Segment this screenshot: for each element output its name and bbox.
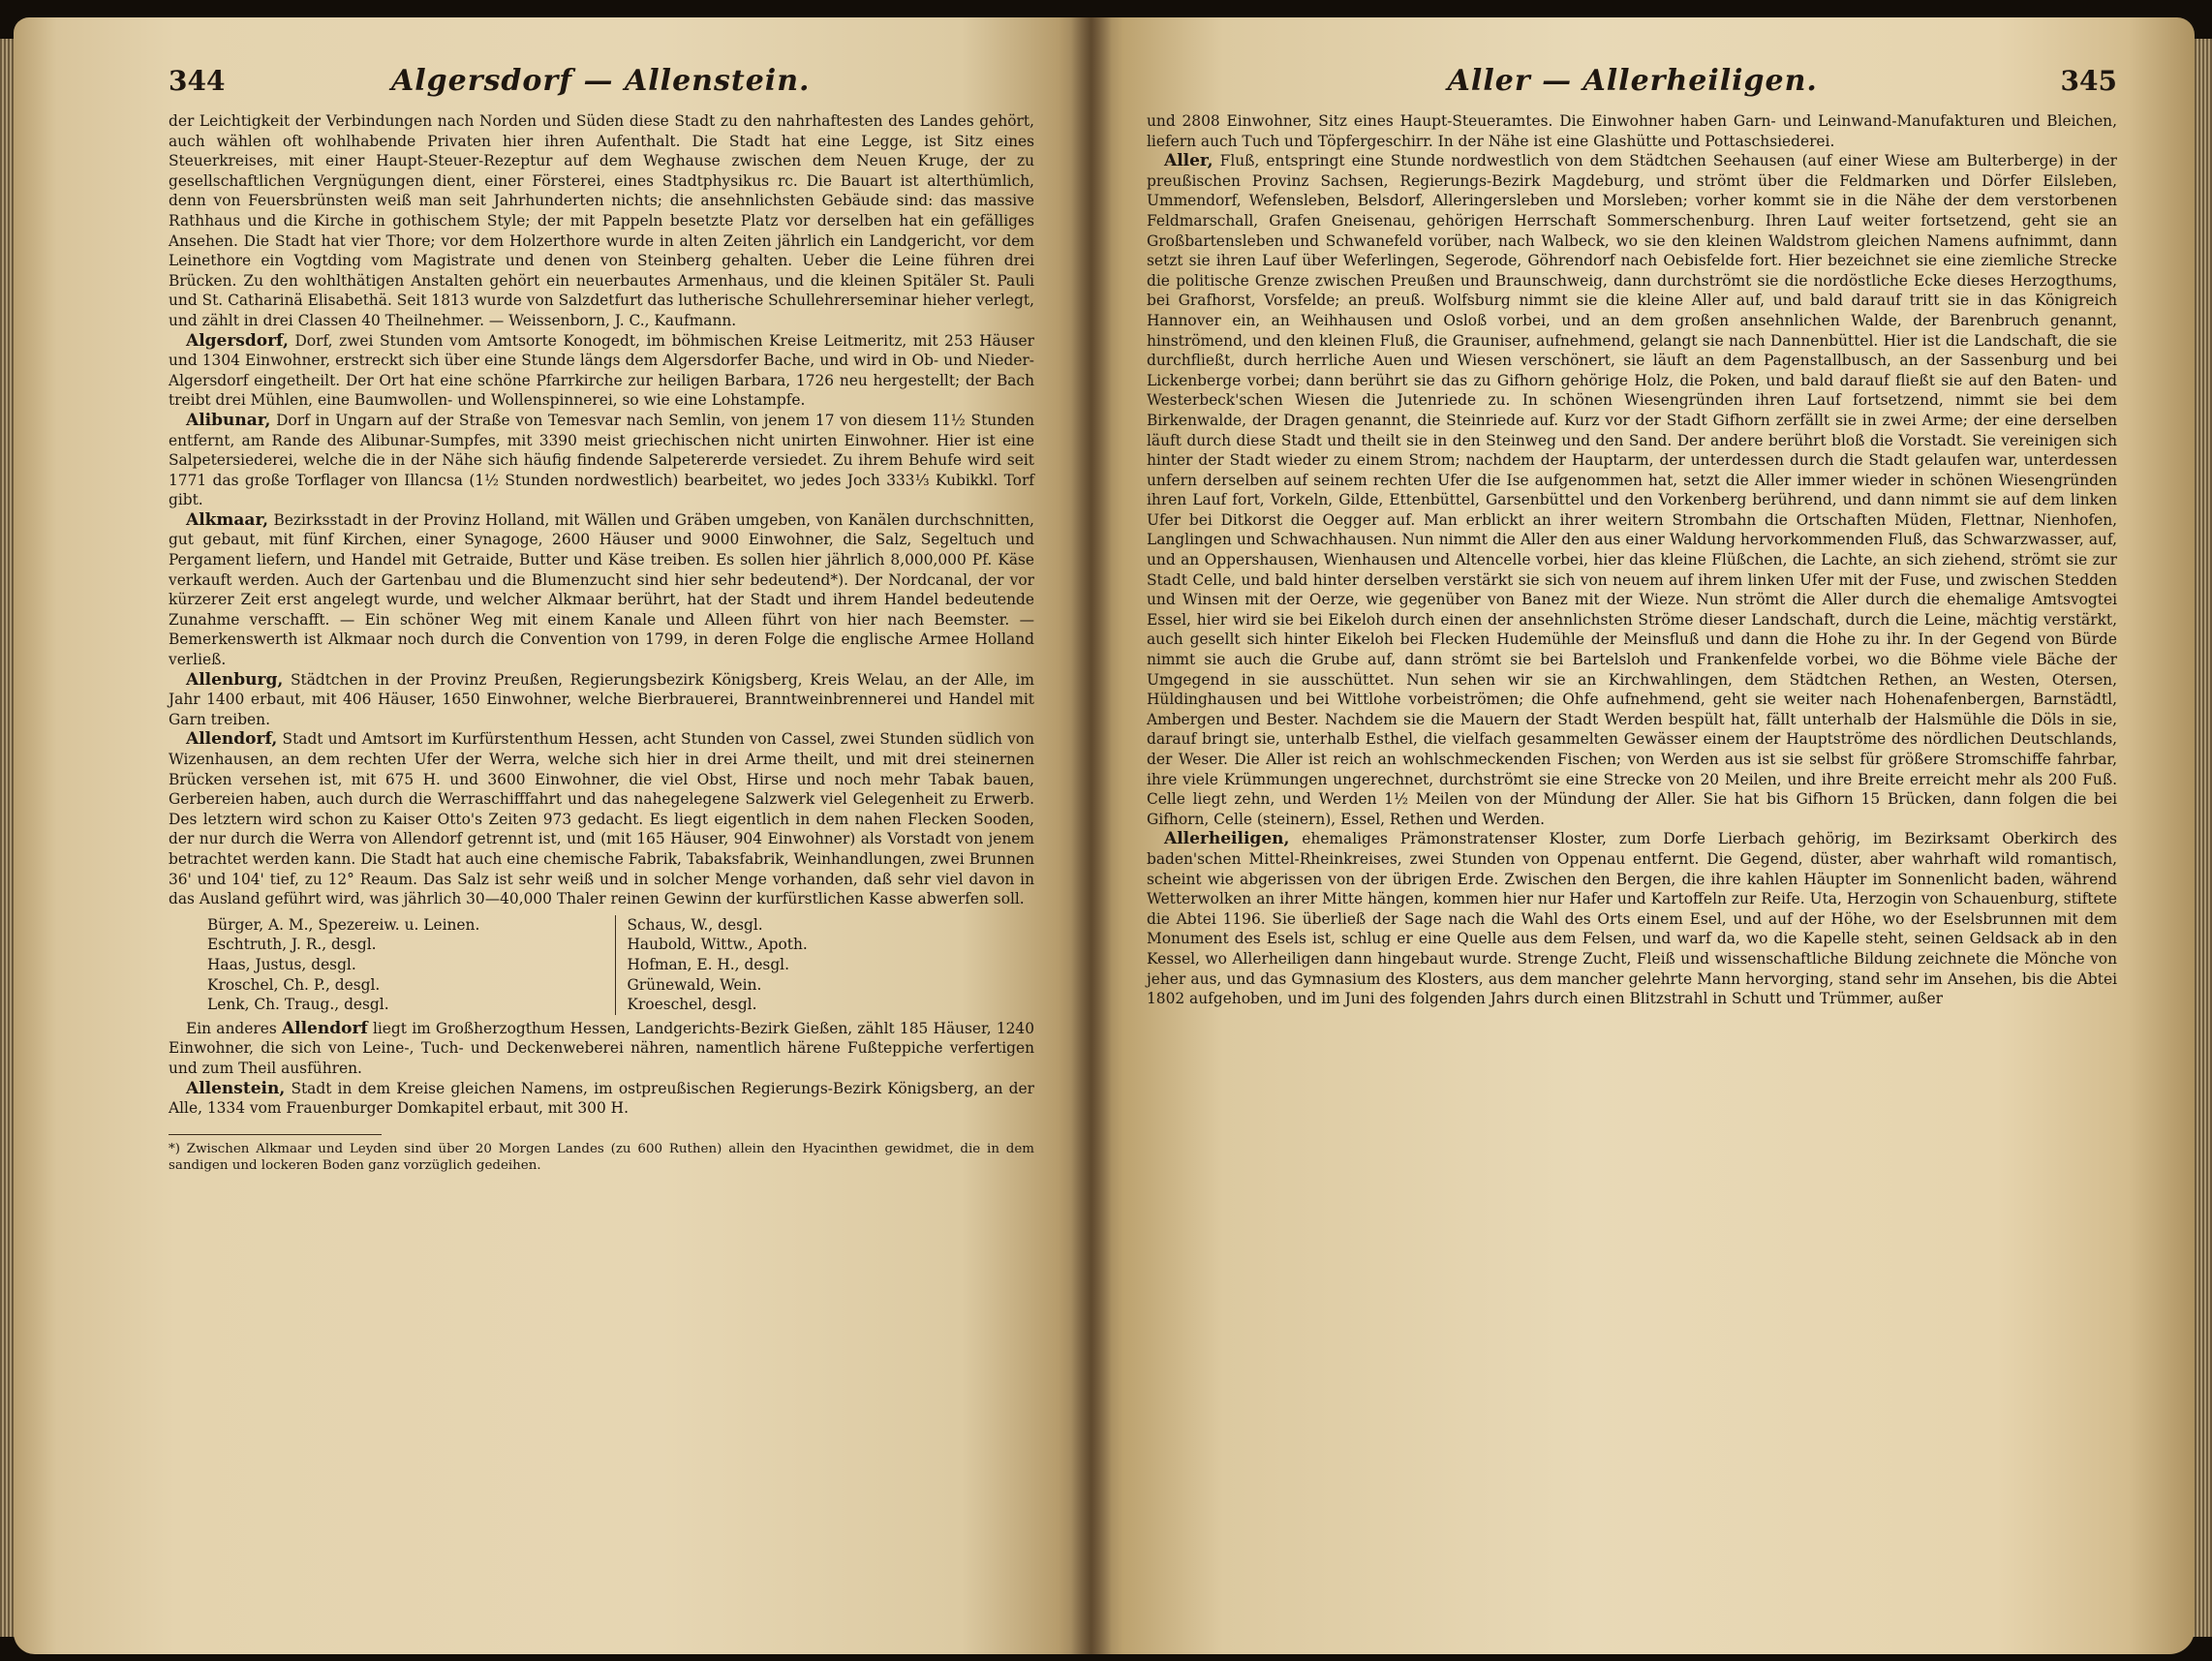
entry-keyword: Allerheiligen, (1164, 829, 1290, 849)
entry-text: ehemaliges Prämonstratenser Kloster, zum Dorfe Lierbach gehörig, im Bezirksamt Oberkirch des baden'schen Mittel-Rheinkreises, zwei Stunden von Oppenau entfernt. Die Gegend, düster, aber wahrhaft wild romantisch, scheint wie abgerissen von der übrigen Erde. Zwischen den Bergen, die ihre kahlen Häupter im Sonnenlicht baden, während Wetterwolken an ihrer Mitte hängen, kommen hier nur Hafer und Kartoffeln zur Reife. Uta, Herzogin von Schauenburg, stiftete die Abtei 1196. Sie überließ der Sage nach die Wahl des Orts einem Esel, und auf der Höhe, wo der Eselsbrunnen mit dem Monument des Esels ist, schlug er eine Quelle aus dem Felsen, und warf da, wo die Kapelle steht, seinen Geldsack ab in den Kessel, wo Allerheiligen dann hingebaut wurde. Strenge Zucht, Fleiß und wissenschaftliche Bildung zeichnete die Mönche von jeher aus, und das Gymnasium des Klosters, aus dem mancher gelehrte Mann hervorging, stand sehr im Ansehen, bis die Abtei 1802 aufgehoben, und im Juni des folgenden Jahrs durch einen Blitzstrahl in Schutt und Trümmer, außer (1147, 830, 2117, 1008)
entry-allenburg (169, 670, 1034, 730)
entry-allenstein (169, 1079, 1034, 1119)
left-page (14, 17, 1091, 1654)
list-item: Hofman, E. H., desgl. (627, 955, 789, 973)
entry-keyword: Allenstein, (186, 1078, 286, 1098)
paragraph: der Leichtigkeit der Verbindungen nach Norden und Süden diese Stadt zu den nahrhaftesten des Landes gehört, auch wählen oft wohlhabende Privaten hier ihren Aufenthalt. Die Stadt hat eine Legge, ist Sitz eines Steuerkreises, mit einer Haupt-Steuer-Rezeptur auf dem Weghause zwischen dem Neuen Kruge, der zu gesellschaftlichen Vergnügungen dient, einer Försterei, eines Stadtphysikus rc. Die Bauart ist alterthümlich, denn von Feuersbrünsten weiß man seit Jahrhunderten nichts; die ansehnlichsten Gebäude sind: das massive Rathhaus und die Kirche in gothischem Style; der mit Pappeln besetzte Platz vor derselben hat ein gefälliges Ansehen. Die Stadt hat vier Thore; vor dem Holzerthore wurde in alten Zeiten jährlich ein Landgericht, vor dem Leinethore ein Vogtding vom Magistrate und denen von Steinberg gehalten. Ueber die Leine führen drei Brücken. Zu den wohlthätigen Anstalten gehört ein neuerbautes Armenhaus, und die kleinen Spitäler St. Pauli und St. Catharinä Elisabethä. Seit 1813 wurde von Salzdetfurt das lutherische Schullehrerseminar hieher verlegt, und zählt in drei Classen 40 Theilnehmer. — Weissenborn, J. C., Kaufmann. (169, 112, 1034, 329)
entry-keyword: Allendorf, (186, 729, 278, 750)
entry-aller (1147, 151, 2117, 829)
entry-text: Städtchen in der Provinz Preußen, Regierungsbezirk Königsberg, Kreis Welau, an der Alle, im Jahr 1400 erbaut, mit 406 Häuser, 1650 Einwohner, welche Bierbrauerei, Branntweinbrennerei und Handel mit Garn treiben. (169, 670, 1034, 728)
footnote-rule (169, 1134, 382, 1135)
entry-text: Bezirksstadt in der Provinz Holland, mit Wällen und Gräben umgeben, von Kanälen durchschnitten, gut gebaut, mit fünf Kirchen, einer Synagoge, 2600 Häuser und 9000 Einwohner, die Salz, Segeltuch und Pergament liefern, und Handel mit Getraide, Butter und Käse treiben. Es sollen hier jährlich 8,000,000 Pf. Käse verkauft werden. Auch der Gartenbau und die Blumenzucht sind hier sehr bedeutend*). Der Nordcanal, der vor kürzerer Zeit erst angelegt wurde, und welcher Alkmaar berührt, hat der Stadt und ihrem Handel bedeutende Zunahme verschafft. — Ein schöner Weg mit einem Kanale und Alleen führt von hier nach Beemster. — Bemerkenswerth ist Alkmaar noch durch die Convention von 1799, in deren Folge die englische Armee Holland verließ. (169, 510, 1034, 669)
left-page-text (169, 111, 1034, 909)
paragraph: und 2808 Einwohner, Sitz eines Haupt-Steueramtes. Die Einwohner haben Garn- und Leinwand-Manufakturen und Bleichen, liefern auch Tuch und Töpfergeschirr. In der Nähe ist eine Glashütte und Pottaschsiederei. (1147, 112, 2117, 150)
entry-keyword: Algersdorf, (186, 330, 289, 351)
left-page-header (169, 64, 1034, 98)
right-page (1091, 17, 2195, 1654)
right-page-text (1147, 111, 2117, 1009)
entry-keyword: Allenburg, (186, 669, 284, 690)
page-number: 344 (169, 65, 226, 97)
list-item: Haas, Justus, desgl. (207, 955, 356, 973)
right-page-header (1147, 64, 2117, 98)
list-item: Grünewald, Wein. (627, 975, 762, 994)
running-head: Algersdorf — Allenstein. (390, 64, 811, 98)
entry-allendorf-hessen (169, 1019, 1034, 1079)
entry-text: Dorf, zwei Stunden vom Amtsorte Konogedt, im böhmischen Kreise Leitmeritz, mit 253 Häuser und 1304 Einwohner, erstreckt sich über eine Stunde längs dem Algersdorfer Bache, und wird in Ob- und Nieder-Algersdorf eingetheilt. Der Ort hat eine schöne Pfarrkirche zur heiligen Barbara, 1726 neu hergestellt; der Bach treibt drei Mühlen, eine Baumwollen- und Wollenspinnerei, so wie eine Lohstampfe. (169, 331, 1034, 410)
list-item: Lenk, Ch. Traug., desgl. (207, 996, 389, 1014)
list-item: Haubold, Wittw., Apoth. (627, 936, 808, 954)
entry-text: Fluß, entspringt eine Stunde nordwestlich von dem Städtchen Seehausen (auf einer Wiese am Bulterberge) in der preußischen Provinz Sachsen, Regierungs-Bezirk Magdeburg, und strömt über die Feldmarken und Dörfer Eilsleben, Ummendorf, Wefensleben, Belsdorf, Alleringersleben und Morsleben; vorher kommt sie in die Nähe der dem verstorbenen Feldmarschall, Grafen Gneisenau, gehörigen Herrschaft Sommerschenburg. Ihren Lauf weiter fortsetzend, geht sie an Großbartensleben und Schwanefeld vorüber, nach Walbeck, wo sie den kleinen Waldstrom gleichen Namens aufnimmt, dann setzt sie ihren Lauf über Weferlingen, Segerode, Göhrendorf nach Oebisfelde fort. Hier bezeichnet sie eine ziemliche Strecke die politische Grenze zwischen Preußen und Braunschweig, dann durchströmt sie die nordöstliche Ecke dieses Herzogthums, bei Grafhorst, Vorsfelde; an preuß. Wolfsburg nimmt sie die kleine Aller auf, und bald darauf tritt sie in das Königreich Hannover ein, an Weihhausen und Osloß vorbei, und an dem großen ansehnlichen Walde, der Barenbruch genannt, hinströmend, und den kleinen Fluß, die Grauniser, aufnehmend, gelangt sie nach Dannenbüttel. Hier ist die Landschaft, die sie durchfließt, durch herrliche Auen und Wiesen verschönert, sie läuft an dem Pagenstallbusch, an der Sassenburg und bei Lickenberge vorbei; dann berührt sie das zu Gifhorn gehörige Holz, die Poken, und bald darauf fließt sie auf den Baten- und Westerbeck'schen Wiesen die Jutenriede zu. In schönen Wiesengründen ihren Lauf fortsetzend, nimmt sie bei dem Birkenwalde, der Dragen genannt, die Steinriede auf. Kurz vor der Stadt Gifhorn zerfällt sie in zwei Arme; der eine derselben läuft durch diese Stadt und theilt sie in den Steinweg und den Sand. Der andere berührt bloß die Vorstadt. Sie vereinigen sich hinter der Stadt wieder zu einem Strom; nachdem der Hauptarm, der unterdessen durch die Stadt gelaufen war, unterdessen unfern derselben auf seinem rechten Ufer die Ise aufgenommen hat, setzt die Aller immer wieder in schönen Wiesengründen ihren Lauf fort, Vorkeln, Gilde, Ettenbüttel, Garsenbüttel und den Vorkenberg berührend, und dann nimmt sie auf dem linken Ufer bei Ditkorst die Oegger auf. Man erblickt an ihrer weitern Strombahn die Ortschaften Müden, Flettnar, Nienhofen, Langlingen und Schwachhausen. Nun nimmt die Aller den aus einer Waldung hervorkommenden Fluß, das Schwarzwasser, auf, und an Oppershausen, Wienhausen und Altencelle vorbei, hier das kleine Flüßchen, die Lachte, an sich ziehend, strömt sie zur Stadt Celle, und bald hinter derselben verstärkt sie sich von neuem auf ihrem linken Ufer mit der Fuse, und zwischen Stedden und Winsen mit der Oerze, wie gegenüber von Banez mit der Wieze. Nun strömt die Aller durch die ehemalige Amtsvogtei Essel, hier wird sie bei Eikeloh durch einen der ansehnlichsten Ströme dieser Landschaft, durch die Leine, mächtig verstärkt, auch gesellt sich hinter Eikeloh bei Flecken Hudemühle der Meinsfluß und dann die Hohe zu ihr. In der Gegend von Bürde nimmt sie auch die Grube auf, dann strömt sie bei Bartelsloh und Frankenfelde vorbei, wo die Böhme viele Bäche der Umgegend in sie ausschüttet. Nun sehen wir sie an Kirchwahlingen, dem Städtchen Rethen, an Westen, Otersen, Hüldinghausen und bei Wittlohe vorbeiströmen; die Ohfe aufnehmend, geht sie weiter nach Hohenafenbergen, Barnstädtl, Ambergen und Bester. Nachdem sie die Mauern der Stadt Werden bespült hat, fällt unterhalb der Halsmühle die Döls in sie, darauf bringt sie, unterhalb Esthel, die vielfach gesammelten Gewässer einem der Hauptströme des nördlichen Deutschlands, der Weser. Die Aller ist reich an wohlschmeckenden Fischen; von Werden aus ist sie selbst für größere Stromschiffe fahrbar, ihre viele Krümmungen ungerechnet, durchströmt sie eine Strecke von 20 Meilen, und ihre Breite erreicht mehr als 200 Fuß. Celle liegt zehn, und Werden 1½ Meilen von der Mündung der Aller. Sie hat bis Gifhorn 15 Brücken, dann folgen die bei Gifhorn, Celle (steinern), Essel, Rethen und Werden. (1147, 152, 2117, 828)
book-gutter (1071, 17, 1112, 1654)
list-item: Eschtruth, J. R., desgl. (207, 936, 377, 954)
merchant-list-column (207, 915, 615, 1015)
list-item: Bürger, A. M., Spezereiw. u. Leinen. (207, 915, 480, 934)
entry-keyword: Aller, (1164, 151, 1214, 171)
entry-text: liegt im Großherzogthum Hessen, Landgerichts-Bezirk Gießen, zählt 185 Häuser, 1240 Einwohner, die sich von Leine-, Tuch- und Deckenweberei nähren, namentlich härene Fußteppiche verfertigen und zum Theil ausführen. (169, 1019, 1034, 1077)
left-page-text-lower (169, 1019, 1034, 1119)
entry-text: Stadt in dem Kreise gleichen Namens, im ostpreußischen Regierungs-Bezirk Königsberg, an der Alle, 1334 vom Frauenburger Domkapitel erbaut, mit 300 H. (169, 1079, 1034, 1118)
merchant-list (207, 915, 1034, 1015)
entry-algersdorf (169, 331, 1034, 411)
merchant-list-column (615, 915, 1035, 1015)
list-item: Schaus, W., desgl. (627, 915, 763, 934)
list-item: Kroschel, Ch. P., desgl. (207, 975, 381, 994)
entry-alkmaar (169, 510, 1034, 670)
entry-allerheiligen (1147, 829, 2117, 1008)
entry-allendorf (169, 729, 1034, 908)
page-number: 345 (2060, 65, 2117, 97)
entry-keyword: Alibunar, (186, 410, 271, 430)
entry-text: Stadt und Amtsort im Kurfürstenthum Hessen, acht Stunden von Cassel, zwei Stunden südlich von Wizenhausen, an dem rechten Ufer der Werra, welche sich hier in drei Arme theilt, und mit drei steinernen Brücken versehen ist, mit 675 H. und 3600 Einwohner, die viel Obst, Hirse und noch mehr Tabak bauen, Gerbereien haben, auch durch die Werraschifffahrt und das nahegelegene Salzwerk viel Gelegenheit zu Erwerb. Des letztern wird schon zu Kaiser Otto's Zeiten 973 gedacht. Es liegt eigentlich in dem nahen Flecken Sooden, der nur durch die Werra von Allendorf getrennt ist, und (mit 165 Häuser, 904 Einwohner) als Vorstadt von jenem betrachtet werden kann. Die Stadt hat auch eine chemische Fabrik, Tabaksfabrik, Weinhandlungen, zwei Brunnen 36' und 104' tief, zu 12° Reaum. Das Salz ist sehr weiß und in solcher Menge vorhanden, daß sehr viel davon in das Ausland geführt wird, was jährlich 30—40,000 Thaler reinen Gewinn der kurfürstlichen Kasse abwerfen soll. (169, 730, 1034, 908)
entry-text: Dorf in Ungarn auf der Straße von Temesvar nach Semlin, von jenem 17 von diesem 11½ Stunden entfernt, am Rande des Alibunar-Sumpfes, mit 3390 meist griechischen nicht unirten Einwohner. Hier ist eine Salpetersiederei, welche die in der Nähe sich häufig findende Salpetererde versiedet. Zu ihrem Behufe wird seit 1771 das große Torflager von Illancsa (1½ Stunden nordwestlich) bearbeitet, wo jedes Joch 333⅓ Kubikkl. Torf gibt. (169, 411, 1034, 509)
entry-keyword: Alkmaar, (186, 509, 269, 530)
entry-alibunar (169, 411, 1034, 510)
list-item: Kroeschel, desgl. (627, 996, 757, 1014)
footnote: *) Zwischen Alkmaar und Leyden sind über 20 Morgen Landes (zu 600 Ruthen) allein den Hyacinthen gewidmet, die in dem sandigen und lockeren Boden ganz vorzüglich gedeihen. (169, 1141, 1034, 1174)
entry-prefix: Ein anderes (186, 1019, 282, 1037)
entry-keyword: Allendorf (281, 1018, 368, 1038)
running-head: Aller — Allerheiligen. (1447, 64, 1818, 98)
